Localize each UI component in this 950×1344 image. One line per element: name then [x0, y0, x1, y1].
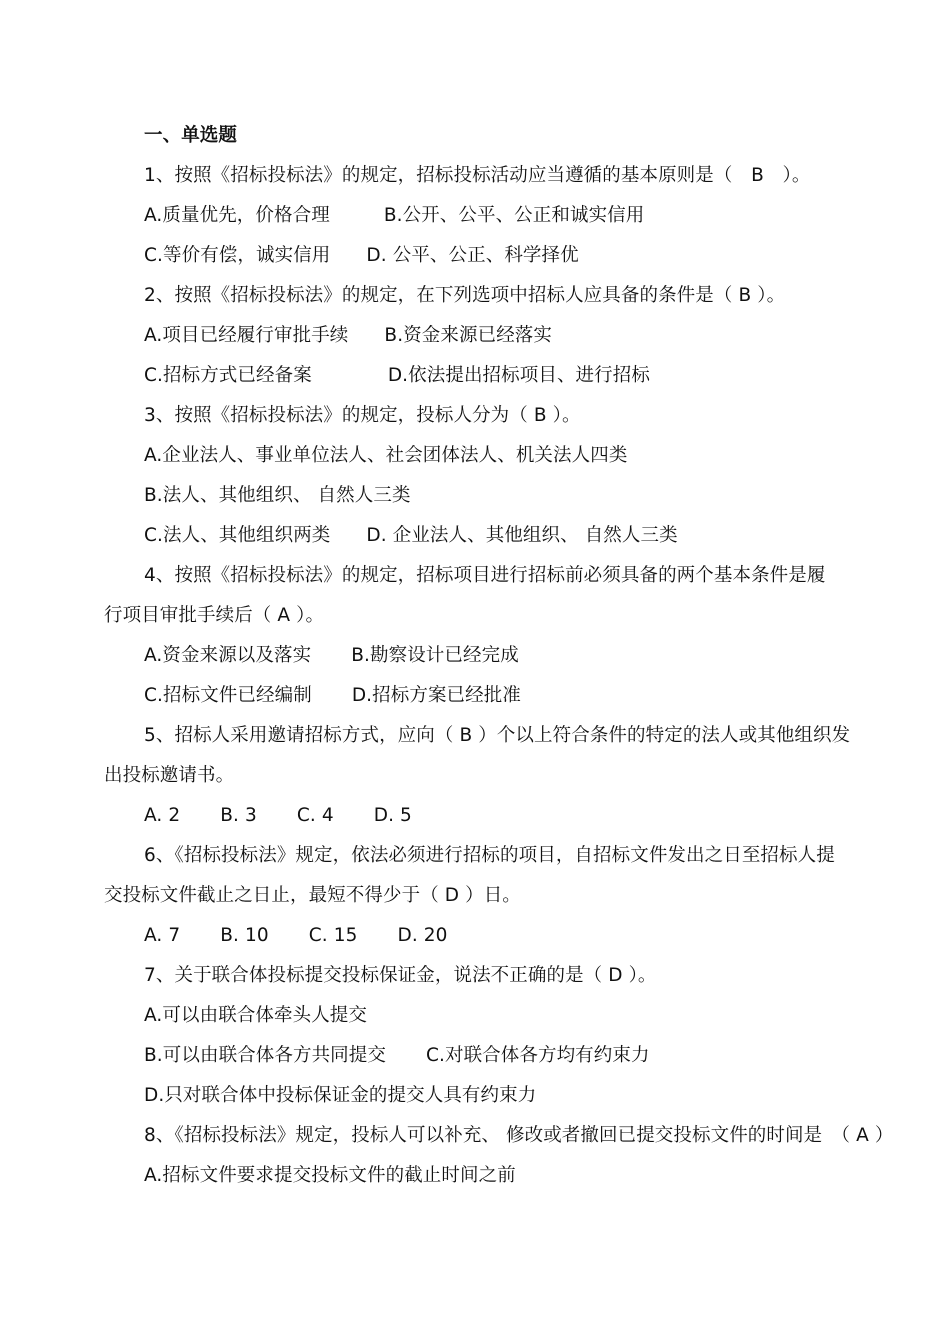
question-3-option-c: C.法人、其他组织两类: [144, 525, 331, 546]
question-5-option-d: D. 5: [373, 805, 412, 826]
question-5-stem-line-1: 5、招标人采用邀请招标方式，应向（ B ）个以上符合条件的特定的法人或其他组织发: [144, 725, 851, 746]
question-2-option-a: A.项目已经履行审批手续: [144, 325, 349, 346]
question-6-option-a: A. 7: [144, 925, 181, 946]
question-1-options-row-2: [104, 236, 864, 276]
question-7-option-a: A.可以由联合体牵头人提交: [144, 1005, 368, 1026]
question-2-option-c: C.招标方式已经备案: [144, 365, 312, 386]
question-4-option-d: D.招标方案已经批准: [351, 685, 521, 706]
question-2-option-d: D.依法提出招标项目、进行招标: [387, 365, 650, 386]
section-title: 一、单选题: [144, 125, 238, 146]
question-3-stem: 3、按照《招标投标法》的规定，投标人分为（ B ）。: [144, 405, 581, 426]
question-4-stem-line-2: 行项目审批手续后（ A ）。: [104, 605, 325, 626]
question-8-option-a: A.招标文件要求提交投标文件的截止时间之前: [144, 1165, 516, 1186]
question-6-stem-line-1: 6、《招标投标法》规定，依法必须进行招标的项目，自招标文件发出之日至招标人提: [144, 845, 835, 866]
question-7-stem: 7、关于联合体投标提交投标保证金，说法不正确的是（ D ）。: [144, 965, 657, 986]
question-2-options-row-1: [104, 316, 864, 356]
question-1-option-b: B.公开、公平、公正和诚实信用: [383, 205, 645, 226]
question-8-stem: 8、《招标投标法》规定，投标人可以补充、 修改或者撤回已提交投标文件的时间是 （ A ）: [144, 1125, 894, 1146]
question-6-option-c: C. 15: [308, 925, 358, 946]
question-5-option-b: B. 3: [220, 805, 257, 826]
question-7-option-b: B.可以由联合体各方共同提交: [144, 1045, 386, 1066]
document-body: [104, 116, 894, 1196]
question-6-option-d: D. 20: [397, 925, 448, 946]
question-2-stem: 2、按照《招标投标法》的规定，在下列选项中招标人应具备的条件是（ B ）。: [144, 285, 786, 306]
question-4-option-b: B.勘察设计已经完成: [351, 645, 519, 666]
question-4-option-a: A.资金来源以及落实: [144, 645, 312, 666]
question-1-option-d: D. 公平、公正、科学择优: [366, 245, 579, 266]
question-7-options-row-2: [104, 1036, 864, 1076]
question-5-options-row: [104, 796, 864, 836]
question-2-option-b: B.资金来源已经落实: [384, 325, 552, 346]
question-3-options-row-3: [104, 516, 864, 556]
question-7-option-d: D.只对联合体中投标保证金的提交人具有约束力: [144, 1085, 537, 1106]
question-1-stem: 1、按照《招标投标法》的规定，招标投标活动应当遵循的基本原则是（ B ）。: [144, 165, 811, 186]
question-6-option-b: B. 10: [220, 925, 269, 946]
question-5-option-c: C. 4: [296, 805, 334, 826]
question-7-option-c: C.对联合体各方均有约束力: [425, 1045, 650, 1066]
question-6-options-row: [104, 916, 864, 956]
question-6-stem-line-2: 交投标文件截止之日止，最短不得少于（ D ）日。: [104, 885, 521, 906]
question-4-option-c: C.招标文件已经编制: [144, 685, 312, 706]
question-3-option-b: B.法人、其他组织、 自然人三类: [144, 485, 411, 506]
question-4-options-row-2: [104, 676, 864, 716]
question-1-options-row-1: [104, 196, 864, 236]
question-5-stem-line-2: 出投标邀请书。: [104, 765, 235, 786]
question-4-options-row-1: [104, 636, 864, 676]
question-1-option-c: C.等价有偿，诚实信用: [144, 245, 331, 266]
question-5-option-a: A. 2: [144, 805, 181, 826]
question-1-option-a: A.质量优先，价格合理: [144, 205, 330, 226]
question-3-option-a: A.企业法人、事业单位法人、社会团体法人、机关法人四类: [144, 445, 628, 466]
question-2-options-row-2: [104, 356, 864, 396]
question-4-stem-line-1: 4、按照《招标投标法》的规定，招标项目进行招标前必须具备的两个基本条件是履: [144, 565, 826, 586]
question-3-option-d: D. 企业法人、其他组织、 自然人三类: [366, 525, 678, 546]
